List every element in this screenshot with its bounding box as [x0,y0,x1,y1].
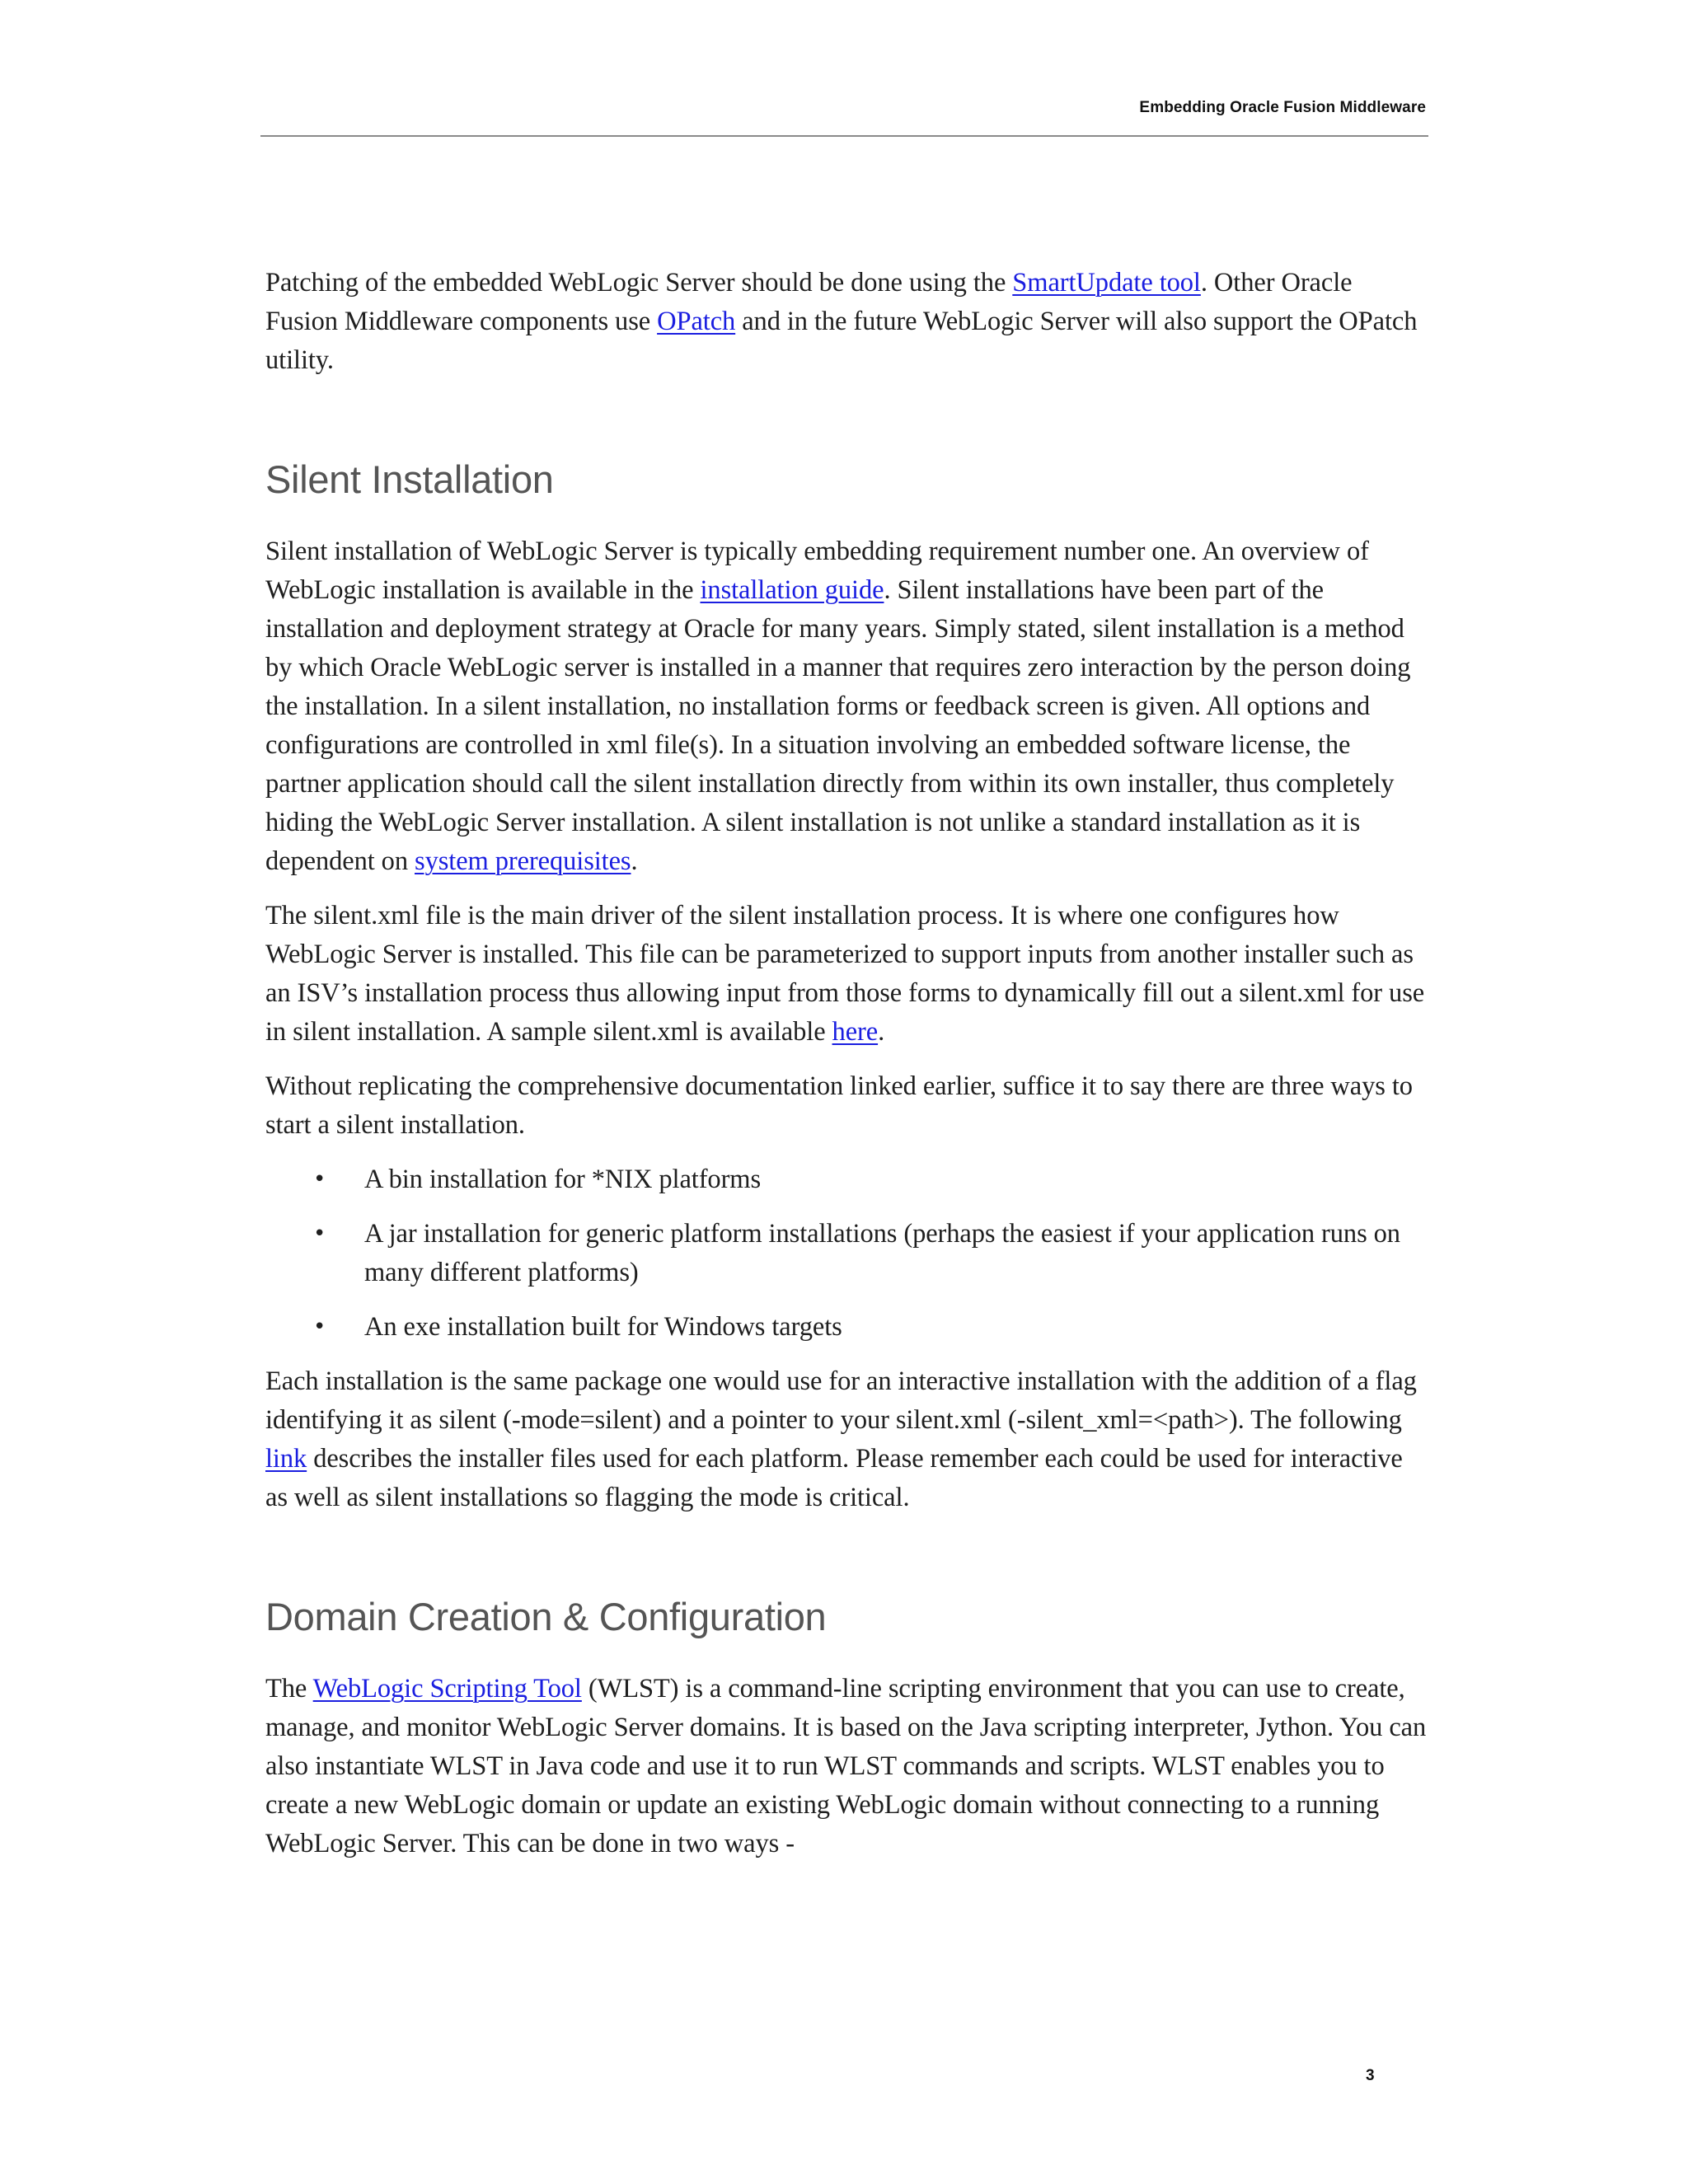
silent-p1-text-3: . [631,846,638,876]
installation-guide-link[interactable]: installation guide [700,575,884,605]
list-item [265,1160,1428,1199]
installer-files-link[interactable]: link [265,1444,307,1474]
silent-p1-text-2: . Silent installations have been part of the installation and deployment strategy at Oracle for many years. Simply stated, silent installation is a method by which Oracle WebLogic server is installed in a manner that requires zero interaction by the person doing the installation. In a silent installation, no installation forms or feedback screen is given. All options and configurations are controlled in xml file(s). In a situation involving an embedded software license, the partner application should call the silent installation directly from within its own installer, thus completely hiding the WebLogic Server installation. A silent installation is not unlike a standard installation as it is dependent on [265,575,1411,876]
domain-paragraph-1 [265,1670,1428,1863]
bullet-icon: • [313,1315,326,1339]
running-header [260,86,1428,137]
domain-creation-heading: Domain Creation & Configuration [265,1595,827,1638]
running-header-title: Embedding Oracle Fusion Middleware [1139,99,1426,116]
smartupdate-tool-link[interactable]: SmartUpdate tool [1012,268,1201,298]
opatch-link[interactable]: OPatch [657,307,736,336]
intro-paragraph [265,264,1428,380]
sample-silent-xml-here-link[interactable]: here [832,1017,879,1047]
intro-text-3: and in the future WebLogic Server will also support the OPatch utility. [265,307,1418,375]
domain-p1-text-2: (WLST) is a command-line scripting environment that you can use to create, manage, and monitor WebLogic Server domains. It is based on the Java scripting interpreter, Jython. You can also instantiate WLST in Java code and use it to run WLST commands and scripts. WLST enables you to create a new WebLogic domain or update an existing WebLogic domain without connecting to a running WebLogic Server. This can be done in two ways - [265,1674,1427,1858]
system-prerequisites-link[interactable]: system prerequisites [415,846,631,876]
silent-paragraph-4 [265,1362,1428,1517]
silent-p4-text-2: describes the installer files used for each platform. Please remember each could be used for interactive as well as silent installations so flagging the mode is critical. [265,1444,1403,1512]
page-number: 3 [1366,2067,1375,2084]
silent-paragraph-2 [265,897,1428,1052]
list-item [265,1308,1428,1347]
silent-p2-text-1: The silent.xml file is the main driver of the silent installation process. It is where one configures how WebLogic Server is installed. This file can be parameterized to support inputs from another installer such as an ISV’s installation process thus allowing input from those forms to dynamically fill out a silent.xml for use in silent installation. A sample silent.xml is available [265,901,1425,1047]
silent-paragraph-3: Without replicating the comprehensive documentation linked earlier, suffice it to say there are three ways to start a silent installation. [265,1071,1413,1140]
silent-paragraph-1 [265,532,1428,881]
silent-p1-text-1: Silent installation of WebLogic Server is typically embedding requirement number one. An overview of WebLogic installation is available in the [265,537,1369,605]
weblogic-scripting-tool-link[interactable]: WebLogic Scripting Tool [312,1674,582,1704]
list-item-text: A bin installation for *NIX platforms [364,1165,762,1194]
intro-text-2: . Other Oracle Fusion Middleware components use [265,268,1353,336]
bullet-icon: • [313,1167,326,1192]
intro-text-1: Patching of the embedded WebLogic Server should be done using the [265,268,1013,298]
bullet-icon: • [313,1221,326,1246]
list-item-text: A jar installation for generic platform installations (perhaps the easiest if your application runs on many different platforms) [364,1219,1400,1287]
silent-p2-text-2: . [878,1017,885,1047]
installation-types-list [265,1160,1428,1347]
list-item [265,1215,1428,1292]
domain-p1-text-1: The [265,1674,313,1704]
silent-p4-text-1: Each installation is the same package one would use for an interactive installation with the addition of a flag identifying it as silent (-mode=silent) and a pointer to your silent.xml (-silent_xml=<path>). The following [265,1366,1417,1435]
list-item-text: An exe installation built for Windows targets [364,1312,842,1342]
page-content [265,264,1428,1863]
silent-installation-heading: Silent Installation [265,457,554,501]
